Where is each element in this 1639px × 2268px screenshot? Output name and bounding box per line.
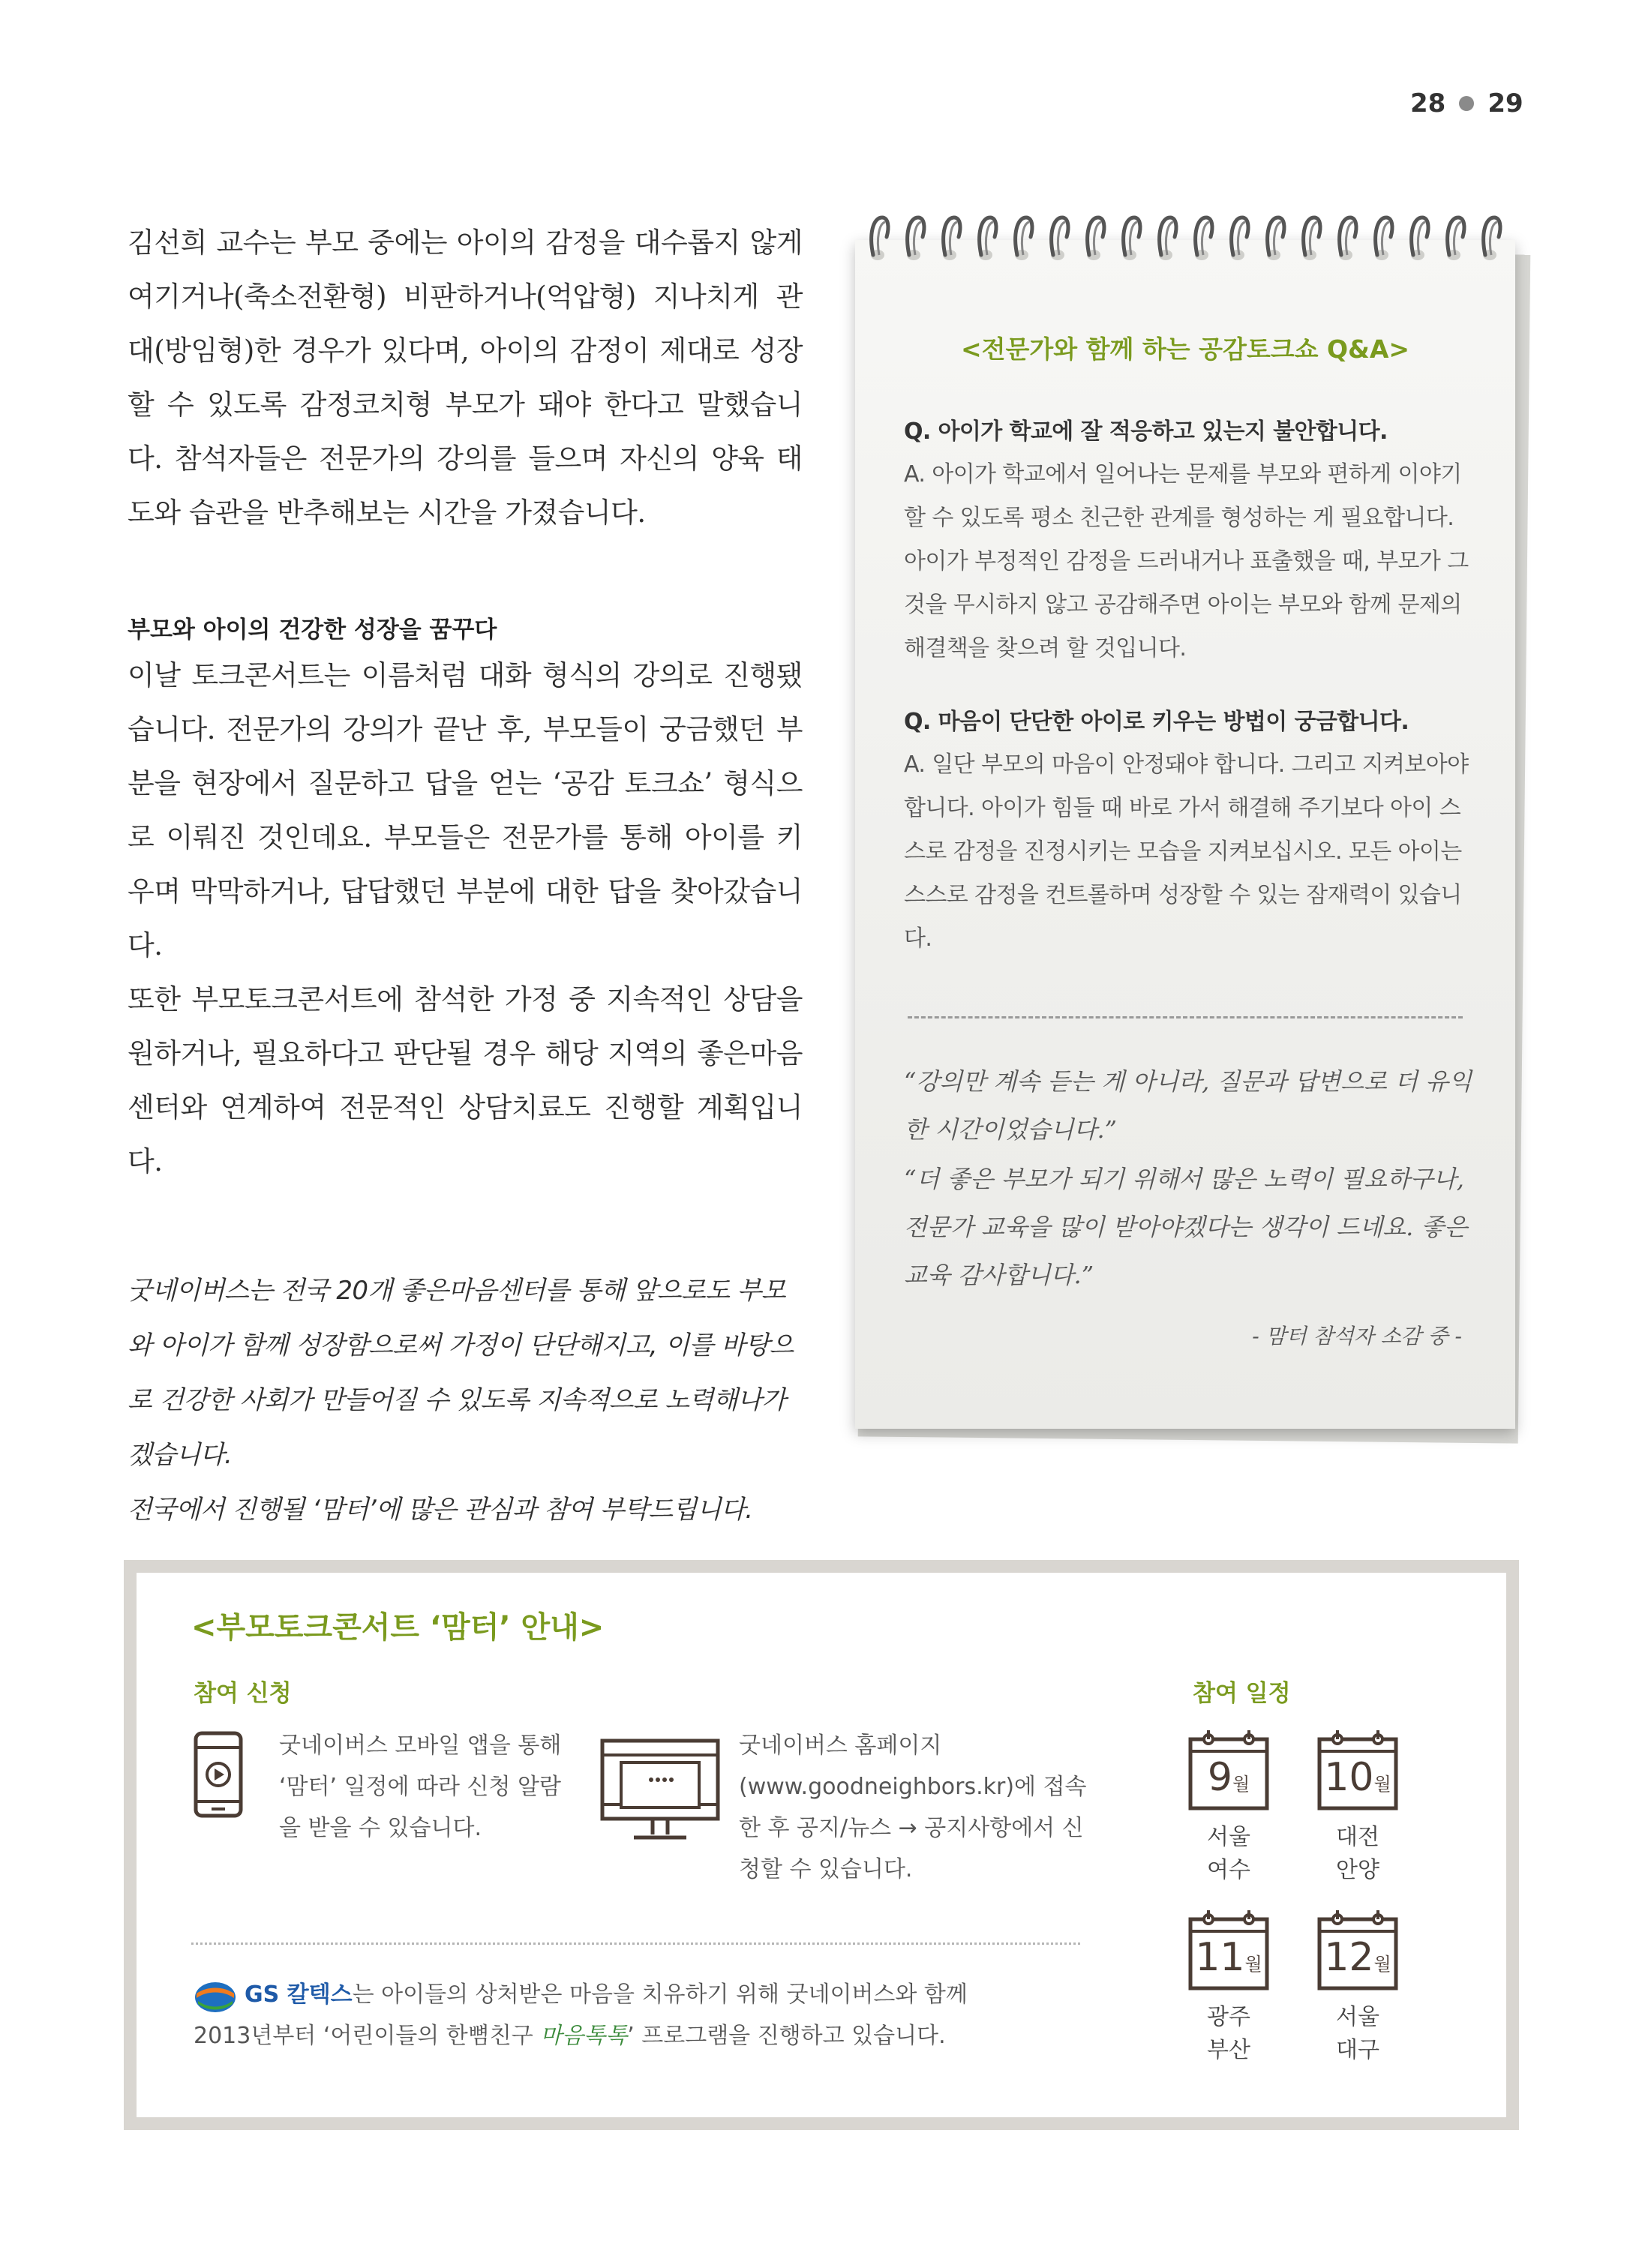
body-paragraph-1: 이날 토크콘서트는 이름처럼 대화 형식의 강의로 진행됐습니다. 전문가의 강의가 끝난 후, 부모들이 궁금했던 부분을 현장에서 질문하고 답을 얻는 ‘공감 토크쇼’ 형식으로 이뤄진 것인데요. 부모들은 전문가를 통해 아이를 키우며 막막하거나, 답답했던 부분에 대한 답을 찾아갔습니다. bbox=[128, 659, 803, 962]
calendar-icon bbox=[1187, 1729, 1270, 1811]
quote-source: - 맘터 참석자 소감 중 - bbox=[1252, 1324, 1462, 1348]
participant-quote-1: “강의만 계속 듣는 게 아니라, 질문과 답변으로 더 유익한 시간이었습니다.” bbox=[904, 1067, 1472, 1144]
closing-paragraph: 굿네이버스는 전국 20개 좋은마음센터를 통해 앞으로도 부모와 아이가 함께 성장함으로써 가정이 단단해지고, 이를 바탕으로 건강한 사회가 만들어질 수 있도록 지속적으로 노력해나가겠습니다. bbox=[128, 1276, 794, 1470]
qa-question: Q. 마음이 단단한 아이로 키우는 방법이 궁금합니다. bbox=[904, 709, 1409, 735]
schedule-cities bbox=[1316, 1821, 1399, 1887]
intro-paragraph: 김선희 교수는 부모 중에는 아이의 감정을 대수롭지 않게 여기거나(축소전환형) 비판하거나(억압형) 지나치게 관대(방임형)한 경우가 있다며, 아이의 감정이 제대로 성장할 수 있도록 감정코치형 부모가 돼야 한다고 말했습니다. 참석자들은 전문가의 강의를 들으며 자신의 양육 태도와 습관을 반추해보는 시간을 가졌습니다. bbox=[128, 226, 803, 529]
web-apply-info: 굿네이버스 홈페이지(www.goodneighbors.kr)에 접속한 후 공지/뉴스 → 공지사항에서 신청할 수 있습니다. bbox=[739, 1732, 1087, 1882]
schedule-cities bbox=[1187, 2001, 1270, 2067]
spiral-binding-icon bbox=[861, 212, 1514, 272]
calendar-icon bbox=[1316, 1729, 1399, 1811]
section-subhead: 부모와 아이의 건강한 성장을 꿈꾸다 bbox=[128, 616, 497, 644]
city: 서울 bbox=[1207, 1824, 1250, 1850]
gs-caltex-note bbox=[194, 1974, 968, 2056]
page-number-left: 28 bbox=[1410, 88, 1446, 118]
qa-question: Q. 아이가 학교에 잘 적응하고 있는지 불안합니다. bbox=[904, 418, 1388, 445]
schedule-cities bbox=[1316, 2001, 1399, 2067]
dotted-divider bbox=[191, 1942, 1080, 1945]
city: 대전 bbox=[1336, 1824, 1379, 1850]
closing-request: 전국에서 진행될 ‘맘터’에 많은 관심과 참여 부탁드립니다. bbox=[128, 1495, 753, 1525]
gs-caltex-text-b1: 2013년부터 ‘어린이들의 한뼘친구 bbox=[194, 2023, 541, 2049]
participant-quote-2: “더 좋은 부모가 되기 위해서 많은 노력이 필요하구나, 전문가 교육을 많이 받아야겠다는 생각이 드네요. 좋은 교육 감사합니다.” bbox=[904, 1165, 1468, 1289]
dashed-divider bbox=[908, 1016, 1463, 1018]
calendar-month: 10월 bbox=[1324, 1755, 1391, 1800]
schedule-cities bbox=[1187, 1821, 1270, 1887]
calendar-icon bbox=[1316, 1909, 1399, 1991]
page-number-right: 29 bbox=[1487, 88, 1523, 118]
qa-answer: A. 일단 부모의 마음이 안정돼야 합니다. 그리고 지켜보아야 합니다. 아이가 힘들 때 바로 가서 해결해 주기보다 아이 스스로 감정을 진정시키는 모습을 지켜보십시오. 모든 아이는 스스로 감정을 컨트롤하며 성장할 수 있는 잠재력이 있습니다. bbox=[904, 752, 1469, 952]
city: 광주 bbox=[1207, 2004, 1250, 2030]
qa-answer: A. 아이가 학교에서 일어나는 문제를 부모와 편하게 이야기할 수 있도록 평소 친근한 관계를 형성하는 게 필요합니다. 아이가 부정적인 감정을 드러내거나 표출했을 때, 부모가 그것을 무시하지 않고 공감해주면 아이는 부모와 함께 문제의 해결책을 찾으려 할 것입니다. bbox=[904, 461, 1469, 662]
city: 대구 bbox=[1336, 2037, 1379, 2063]
city: 여수 bbox=[1207, 1857, 1250, 1883]
calendar-month: 9월 bbox=[1207, 1755, 1250, 1800]
mobile-phone-icon bbox=[194, 1731, 243, 1818]
city: 서울 bbox=[1336, 2004, 1379, 2030]
schedule-label: 참여 일정 bbox=[1193, 1680, 1291, 1707]
apply-label: 참여 신청 bbox=[194, 1680, 292, 1707]
web-browser-icon bbox=[600, 1738, 720, 1844]
page-separator-dot bbox=[1459, 96, 1474, 111]
gs-caltex-brand: GS 칼텍스 bbox=[245, 1982, 353, 2008]
city: 안양 bbox=[1336, 1857, 1379, 1883]
page-numbers bbox=[1410, 88, 1523, 118]
calendar-month: 12월 bbox=[1324, 1935, 1391, 1980]
qa-item bbox=[904, 411, 1474, 670]
calendar-icon bbox=[1187, 1909, 1270, 1991]
qa-title: <전문가와 함께 하는 공감토크쇼 Q&A> bbox=[960, 334, 1410, 364]
gs-caltex-text-b2: ’ 프로그램을 진행하고 있습니다. bbox=[627, 2023, 946, 2049]
maum-toktok-logo: 마음톡톡 bbox=[540, 2023, 628, 2049]
article-left-column bbox=[128, 216, 803, 1538]
app-apply-info: 굿네이버스 모바일 앱을 통해 ‘맘터’ 일정에 따라 신청 알람을 받을 수 있습니다. bbox=[279, 1732, 562, 1841]
info-box-title: <부모토크콘서트 ‘맘터’ 안내> bbox=[191, 1610, 605, 1645]
body-paragraph-2: 또한 부모토크콘서트에 참석한 가정 중 지속적인 상담을 원하거나, 필요하다고 판단될 경우 해당 지역의 좋은마음센터와 연계하여 전문적인 상담치료도 진행할 계획입니다. bbox=[128, 983, 803, 1178]
gs-caltex-text-a: 는 아이들의 상처받은 마음을 치유하기 위해 굿네이버스와 함께 bbox=[352, 1982, 968, 2008]
calendar-month: 11월 bbox=[1195, 1935, 1262, 1980]
city: 부산 bbox=[1207, 2037, 1250, 2063]
qa-item bbox=[904, 701, 1474, 961]
